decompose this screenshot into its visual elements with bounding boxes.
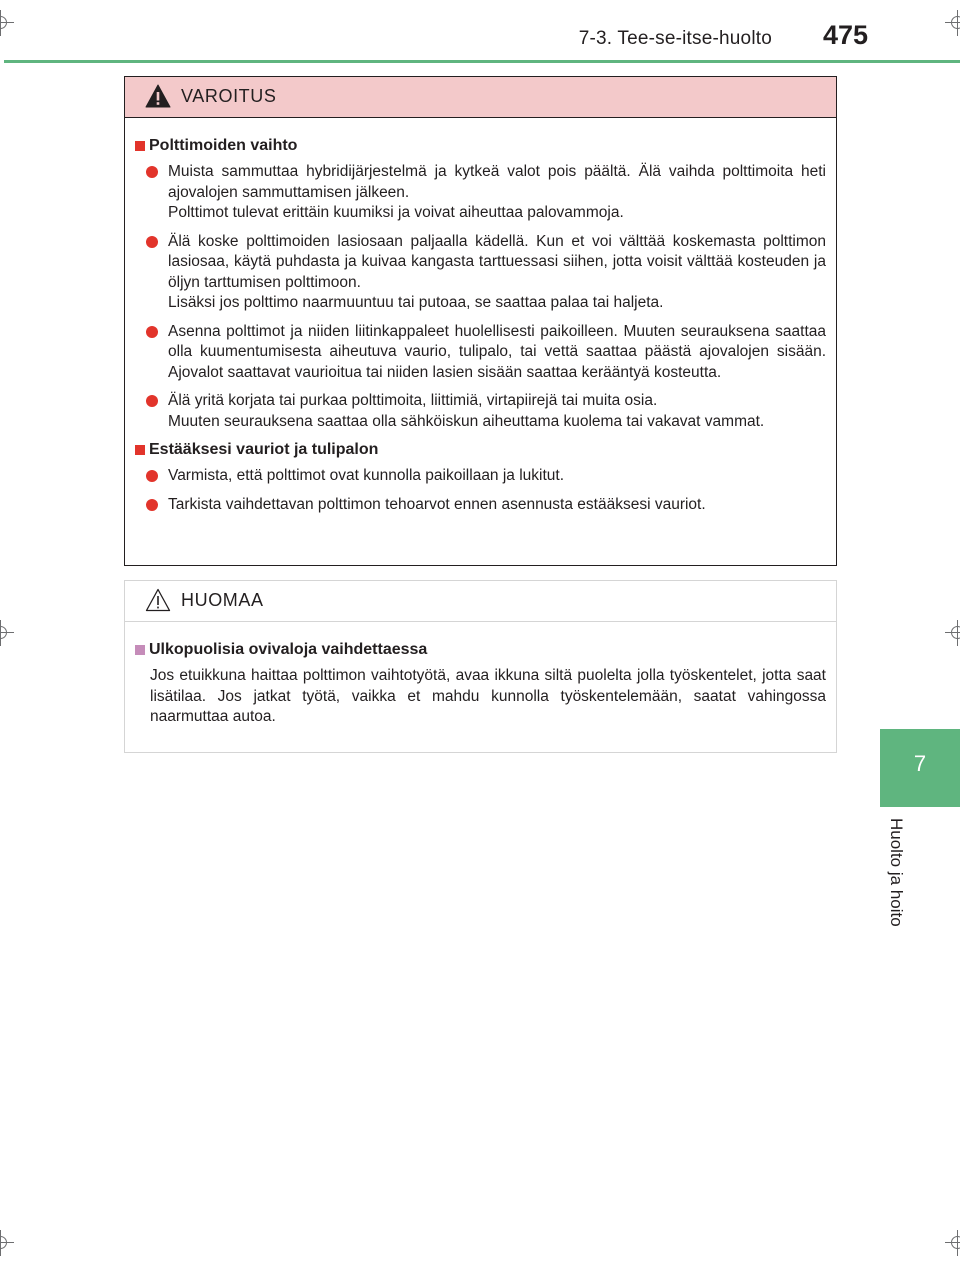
bullet-dot-icon [146,499,158,511]
crop-mark [0,1230,14,1256]
section-heading: Polttimoiden vaihto [133,136,826,156]
caution-triangle-icon [145,588,171,612]
chapter-title-text: Huolto ja hoito [887,818,906,927]
page-header [0,0,960,64]
list-item: Varmista, että polttimot ovat kunnolla paikoillaan ja lukitut. [133,466,826,487]
chapter-number: 7 [913,751,927,776]
bullet-dot-icon [146,236,158,248]
warning-title: VAROITUS [181,86,277,106]
bullet-dot-icon [146,326,158,338]
list-item: Muista sammuttaa hybridijärjestelmä ja kytkeä valot pois päältä. Älä vaihda polttimoita heti ajovalojen sammuttamisen jälkeen. Polttimot tulevat erittäin kuumiksi ja voivat aiheuttaa palovammoja. [133,162,826,224]
warning-box [124,76,837,566]
crop-mark [945,620,960,646]
notice-header [125,581,836,622]
warning-content [125,118,836,515]
chapter-tab [880,729,960,807]
crop-mark [945,1230,960,1256]
header-rule [4,60,960,63]
list-item: Tarkista vaihdettavan polttimon tehoarvot ennen asennusta estääksesi vauriot. [133,495,826,516]
section-heading: Ulkopuolisia ovivaloja vaihdettaessa [133,640,826,660]
crop-mark [0,620,14,646]
bullet-dot-icon [146,470,158,482]
section-heading: Estääksesi vauriot ja tulipalon [133,440,826,460]
bullet-dot-icon [146,166,158,178]
warning-header [125,77,836,118]
bullet-dot-icon [146,395,158,407]
page-number: 475 [822,20,868,50]
chapter-title [884,818,914,948]
notice-box [124,580,837,753]
list-item: Asenna polttimot ja niiden liitinkappaleet huolellisesti paikoilleen. Muuten seurauksena saattaa olla kuumentumisesta aiheutuva vaurio, tulipalo, tai vettä saattaa päästä ajovalojen sisään. Ajovalot saattavat vaurioitua tai niiden lasien sisään saattaa kerääntyä kosteutta. [133,322,826,384]
list-item: Älä koske polttimoiden lasiosaan paljaalla kädellä. Kun et voi välttää koskemasta polttimon lasiosaa, käytä puhdasta ja kuivaa kangasta tarttuessasi siihen, jotta voisit välttää kosteuden ja öljyn tarttumisen polttimoon. Lisäksi jos polttimo naarmuuntuu tai putoaa, se saattaa palaa tai haljeta. [133,232,826,314]
notice-title: HUOMAA [181,590,264,610]
warning-triangle-icon [145,84,171,108]
square-bullet-icon [135,645,145,655]
square-bullet-icon [135,445,145,455]
square-bullet-icon [135,141,145,151]
list-item: Älä yritä korjata tai purkaa polttimoita, liittimiä, virtapiirejä tai muita osia. Muuten seurauksena saattaa olla sähköiskun aiheuttama kuolema tai vakavat vammat. [133,391,826,432]
section-title: 7-3. Tee-se-itse-huolto [578,28,772,49]
notice-paragraph: Jos etuikkuna haittaa polttimon vaihtotyötä, avaa ikkuna siltä puolelta jolla työskentelet, jotta saat lisätilaa. Jos jatkat työtä, vaikka et mahdu kunnolla työskentelemään, saatat vahingossa naarmuttaa autoa. [150,667,826,725]
notice-content [125,622,836,728]
